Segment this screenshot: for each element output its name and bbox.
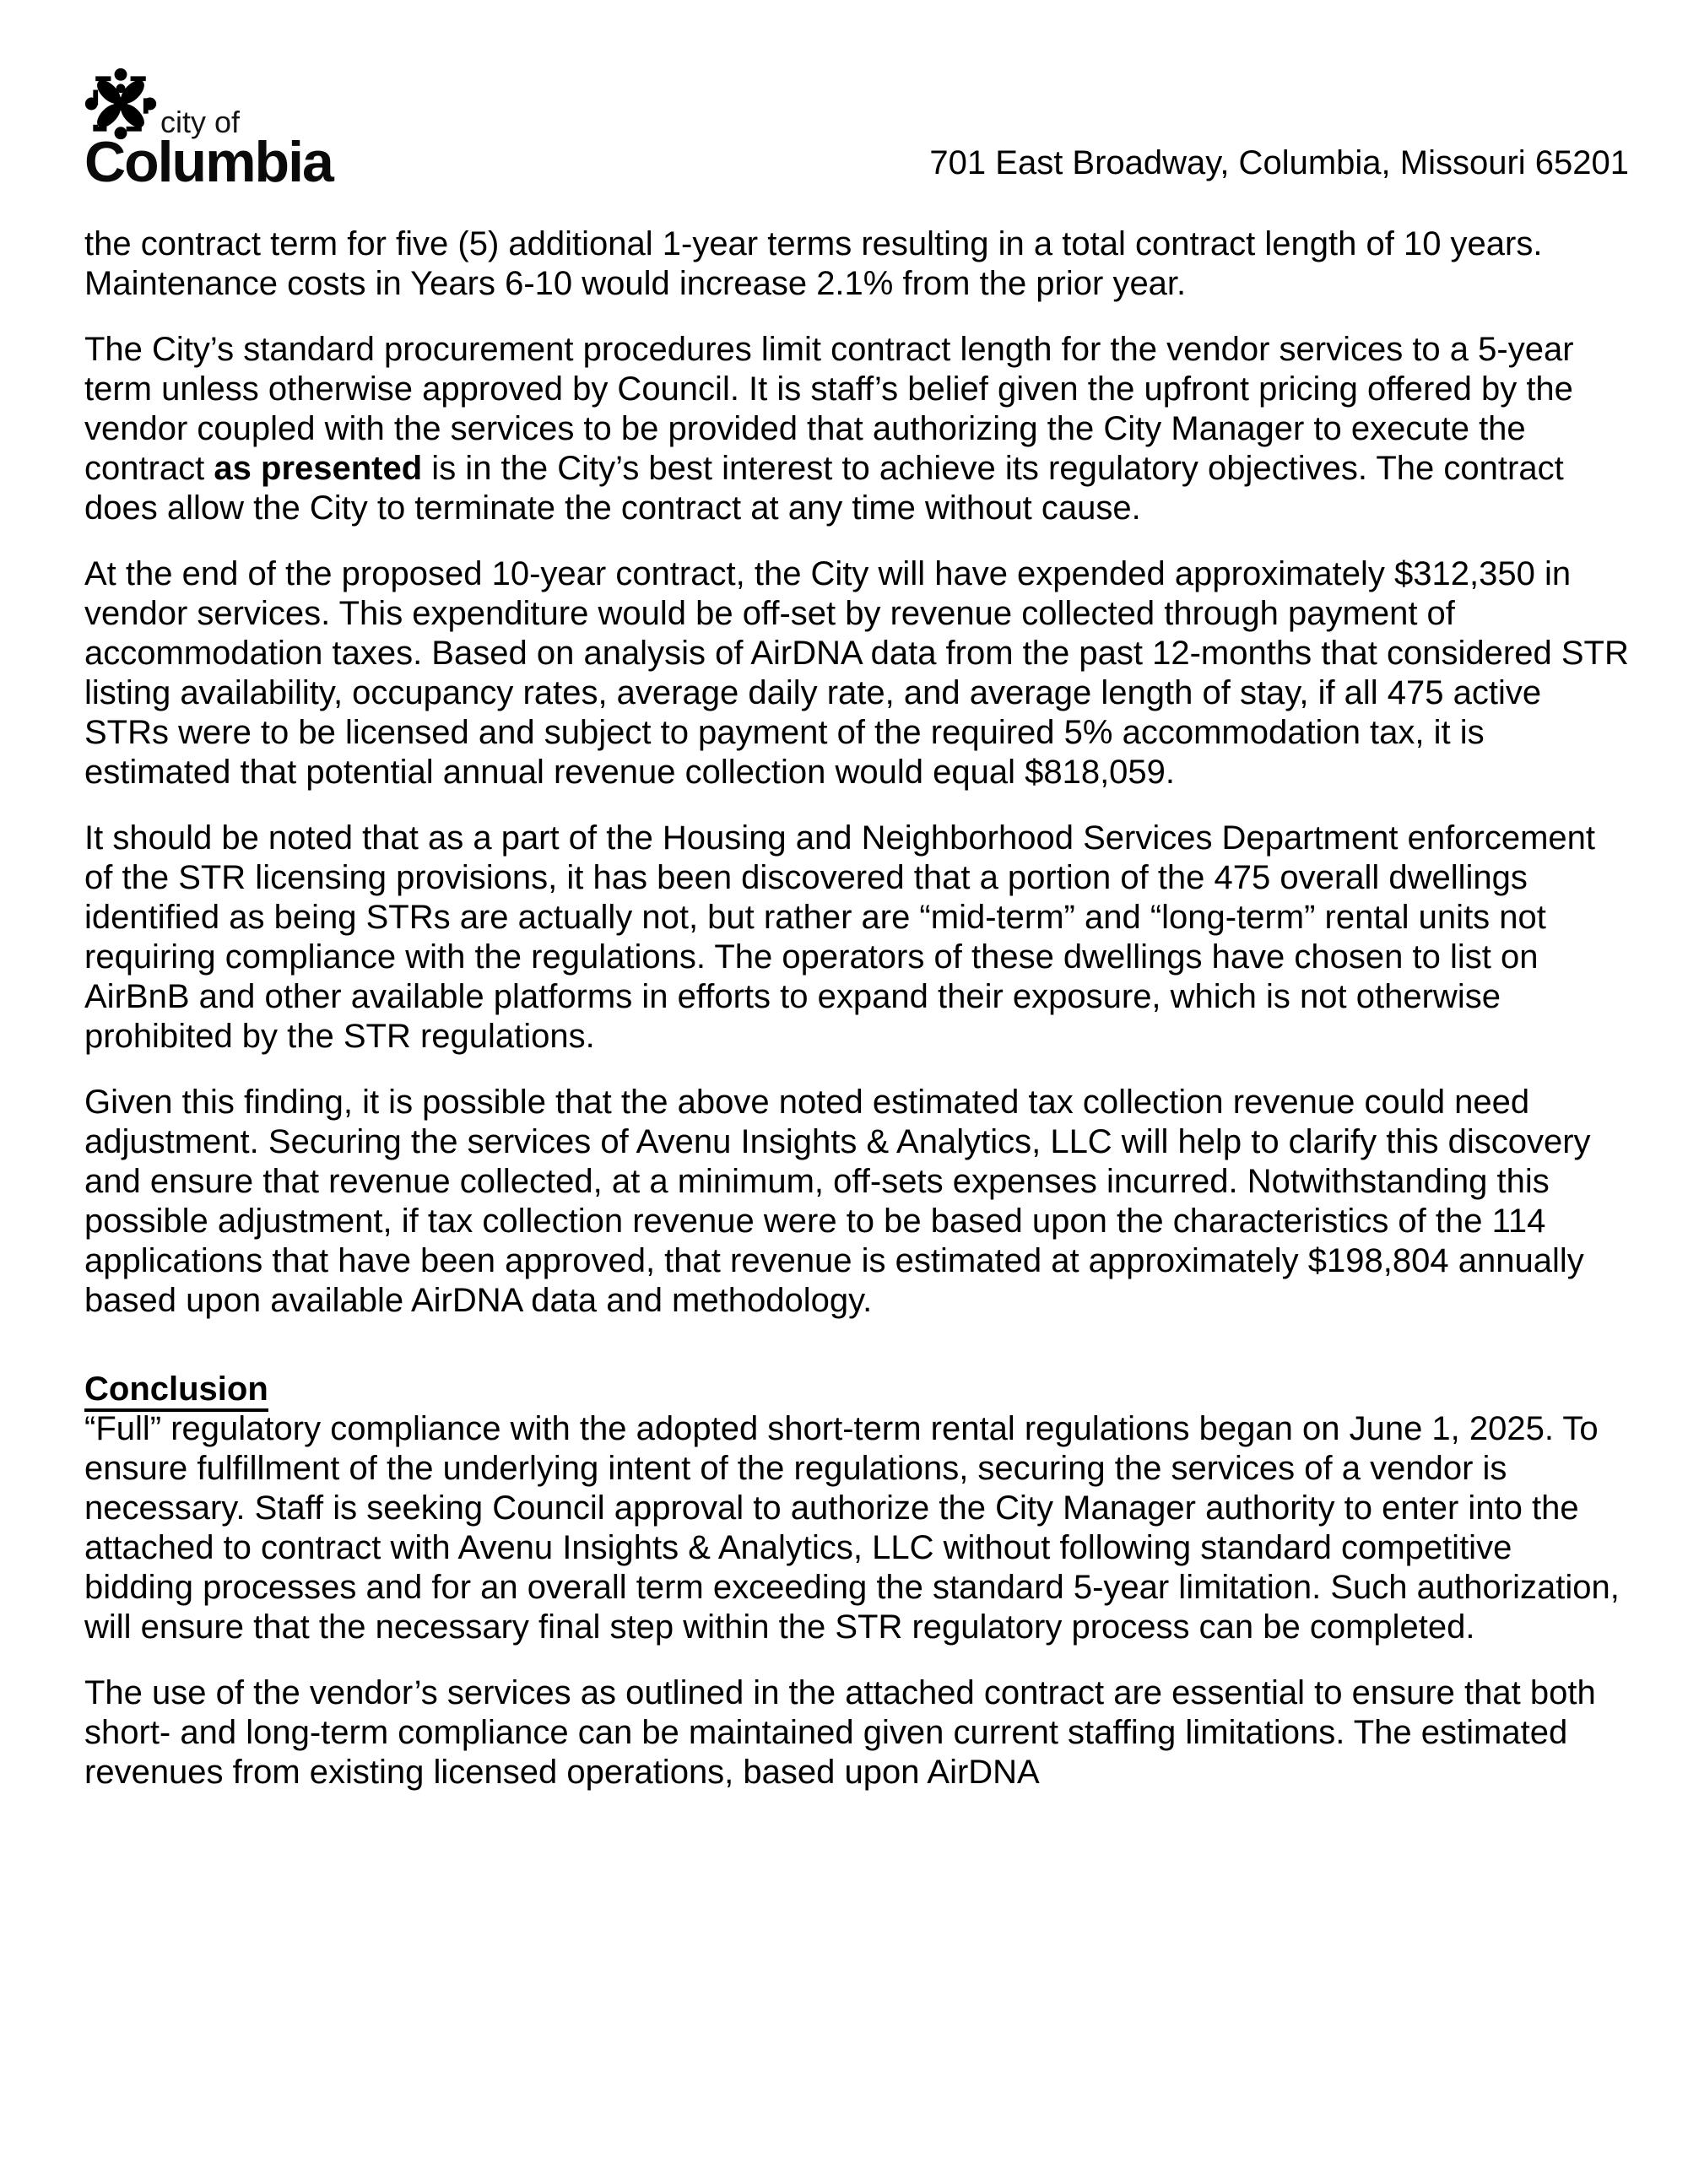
paragraph: the contract term for five (5) additional 1-year terms resulting in a total contract length of 10 years. Maintenance costs in Years 6-10 would increase 2.1% from the prior year. <box>84 225 1543 302</box>
logo-wordmark: Columbia <box>84 130 333 194</box>
paragraph: Given this finding, it is possible that the above noted estimated tax collection revenue could need adjustment. Securing the services of Avenu Insights & Analytics, LLC will help to clarify this discovery and ensure that revenue collected, at a minimum, off-sets expenses incurred. Notwithstanding this possible adjustment, if tax collection revenue were to be based upon the characteristics of the 114 applications that have been approved, that revenue is estimated at approximately $198,804 annually based upon available AirDNA data and methodology. <box>84 1084 1591 1319</box>
paragraph: The use of the vendor’s services as outlined in the attached contract are essential to ensure that both short- and long-term compliance can be maintained given current staffing limitations. The estimated revenues from existing licensed operations, based upon AirDNA <box>84 1674 1596 1791</box>
paragraph: “Full” regulatory compliance with the adopted short-term rental regulations began on June 1, 2025. To ensure fulfillment of the underlying intent of the regulations, securing the services of a vendor is necessary. Staff is seeking Council approval to authorize the City Manager authority to enter into the attached to contract with Avenu Insights & Analytics, LLC without following standard competitive bidding processes and for an overall term exceeding the standard 5-year limitation. Such authorization, will ensure that the necessary final step within the STR regulatory process can be completed. <box>84 1410 1620 1646</box>
logo-tagline: city of <box>160 105 241 139</box>
section-heading: Conclusion <box>84 1370 1629 1409</box>
paragraph: At the end of the proposed 10-year contract, the City will have expended approximately $312,350 in vendor services. This expenditure would be off-set by revenue collected through payment of accommodation taxes. Based on analysis of AirDNA data from the past 12-months that considered STR listing availability, occupancy rates, average daily rate, and average length of stay, if all 475 active STRs were to be licensed and subject to payment of the required 5% accommodation tax, it is estimated that potential annual revenue collection would equal $818,059. <box>84 555 1629 791</box>
letterhead-address: 701 East Broadway, Columbia, Missouri 65201 <box>929 144 1629 181</box>
paragraph: It should be noted that as a part of the Housing and Neighborhood Services Department enforcement of the STR licensing provisions, it has been discovered that a portion of the 475 overall dwellings identified as being STRs are actually not, but rather are “mid-term” and “long-term” rental units not requiring compliance with the regulations. The operators of these dwellings have chosen to list on AirBnB and other available platforms in efforts to expand their exposure, which is not otherwise prohibited by the STR regulations. <box>84 819 1595 1055</box>
letterhead <box>84 68 1629 194</box>
document-body <box>84 224 1629 1792</box>
city-of-columbia-logo <box>84 68 333 194</box>
paragraph: The City’s standard procurement procedures limit contract length for the vendor services to a 5-year term unless otherwise approved by Council. It is staff’s belief given the upfront pricing offered by the vendor coupled with the services to be provided that authorizing the City Manager to execute the contract as presented is in the City’s best interest to achieve its regulatory objectives. The contract does allow the City to terminate the contract at any time without cause. <box>84 331 1574 527</box>
